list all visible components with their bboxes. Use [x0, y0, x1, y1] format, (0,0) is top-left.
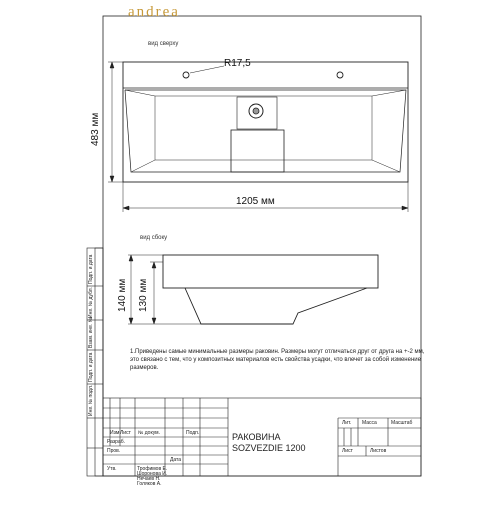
tap-hole-right: [337, 72, 343, 78]
side-view-label: вид сбоку: [140, 235, 168, 241]
title-line-2: SOZVEZDIE 1200: [232, 443, 306, 453]
top-view-label: вид сверху: [148, 41, 179, 47]
col-header-list: Лист: [120, 430, 131, 436]
height-label: 483 мм: [90, 112, 101, 146]
title-line-1: РАКОВИНА: [232, 432, 281, 442]
strip-label-5: Инв. № подл.: [88, 384, 94, 416]
radius-label: R17,5: [224, 58, 251, 69]
row-label-razrab: Разраб.: [107, 439, 126, 445]
height-130-label: 130 мм: [138, 278, 149, 312]
brand-logo: andrea: [128, 4, 180, 20]
label-masshtab: Масштаб: [391, 420, 413, 426]
name-trofimov: Трофимов Е.: [137, 466, 168, 472]
row-label-prov: Пров.: [107, 448, 121, 454]
col-header-date: Дата: [170, 457, 182, 463]
col-header-sign: Подп.: [186, 430, 200, 436]
side-view-top: [163, 255, 378, 288]
col-header-doc: № докум.: [138, 430, 160, 436]
strip-label-1: Подп. и дата: [88, 254, 94, 284]
top-view: [123, 62, 408, 182]
label-massa: Масса: [362, 420, 377, 426]
sheet-frame: [103, 16, 421, 476]
name-nechaev: Нечаев Н.: [137, 476, 161, 482]
drawing-note: 1.Приведены самые минимальные размеры раковин. Размеры могут отличаться друг от друга на +-2 мм, это связано с тем, что у композитных материалов есть свойства усадки, что влечет за собой изменение размеров.: [130, 349, 425, 371]
bowl-slope: [231, 130, 284, 172]
height-140-label: 140 мм: [117, 278, 128, 312]
height-dimension: [108, 62, 123, 182]
name-shoronova: Шоронова И.: [137, 471, 168, 477]
width-label: 1205 мм: [236, 196, 275, 207]
label-list: Лист: [342, 448, 353, 454]
top-view-outline: [123, 62, 408, 182]
label-lit: Лит.: [342, 420, 352, 426]
tap-hole-left: [183, 72, 189, 78]
row-label-utv: Утв.: [107, 466, 117, 472]
side-view: [163, 255, 378, 324]
strip-label-3: Взам. инв. №: [88, 317, 94, 348]
col-header-izm: Изм: [110, 430, 120, 436]
name-golyakov: Голяков А.: [137, 481, 162, 487]
strip-label-2: Инв. № дубл.: [88, 287, 94, 318]
label-listov: Листов: [370, 448, 387, 454]
strip-label-4: Подп. и дата: [88, 352, 94, 382]
